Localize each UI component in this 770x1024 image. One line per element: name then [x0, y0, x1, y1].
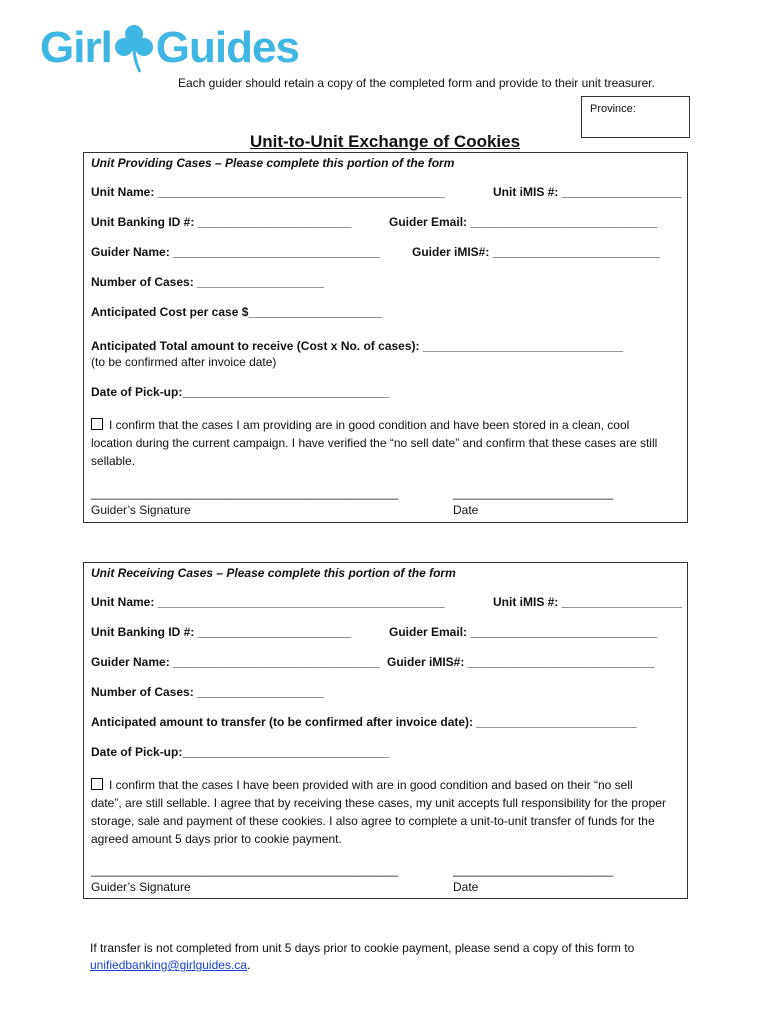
providing-confirm-text: I confirm that the cases I am providing are in good condition and have been stored in a clean, cool location during the current campaign. I have verified the “no sell date” and confirm that these cases are still sellable. [91, 418, 658, 468]
receiving-guider-email-field[interactable]: Guider Email: ____________________________ [389, 625, 658, 639]
trefoil-icon [114, 22, 154, 74]
providing-date-label: Date [453, 503, 479, 517]
providing-guider-name-field[interactable]: Guider Name: _______________________________ [91, 245, 380, 259]
providing-total-note: (to be confirmed after invoice date) [91, 355, 277, 369]
providing-signature-line[interactable]: ______________________________________________ [91, 486, 398, 500]
receiving-banking-id-field[interactable]: Unit Banking ID #: _______________________ [91, 625, 352, 639]
receiving-date-line[interactable]: ________________________ [453, 863, 614, 877]
providing-signature-label: Guider’s Signature [91, 503, 191, 517]
providing-pickup-date-field[interactable]: Date of Pick-up:_______________________________ [91, 385, 390, 399]
receiving-unit-imis-field[interactable]: Unit iMIS #: __________________ [493, 595, 682, 609]
providing-header: Unit Providing Cases – Please complete this portion of the form [91, 156, 455, 170]
providing-date-line[interactable]: ________________________ [453, 486, 614, 500]
receiving-date-label: Date [453, 880, 479, 894]
logo-word-guides: Guides [155, 23, 299, 72]
receiving-num-cases-field[interactable]: Number of Cases: ___________________ [91, 685, 324, 699]
receiving-signature-line[interactable]: ______________________________________________ [91, 863, 398, 877]
instruction-text: Each guider should retain a copy of the completed form and provide to their unit treasurer. [178, 76, 655, 90]
receiving-header: Unit Receiving Cases – Please complete this portion of the form [91, 566, 456, 580]
receiving-guider-name-field[interactable]: Guider Name: _______________________________ [91, 655, 380, 669]
footer-note [90, 940, 690, 974]
receiving-signature-label: Guider’s Signature [91, 880, 191, 894]
providing-confirm-checkbox[interactable] [91, 418, 103, 430]
providing-total-amount-field[interactable]: Anticipated Total amount to receive (Cost x No. of cases): ______________________________ [91, 339, 624, 353]
providing-guider-email-field[interactable]: Guider Email: ____________________________ [389, 215, 658, 229]
form-title: Unit-to-Unit Exchange of Cookies [249, 132, 521, 151]
footer-email-link[interactable]: unifiedbanking@girlguides.ca [90, 958, 247, 972]
providing-banking-id-field[interactable]: Unit Banking ID #: _______________________ [91, 215, 352, 229]
receiving-confirm-statement [91, 776, 666, 848]
providing-section [83, 152, 688, 523]
providing-guider-imis-field[interactable]: Guider iMIS#: _________________________ [412, 245, 660, 259]
receiving-confirm-checkbox[interactable] [91, 778, 103, 790]
receiving-pickup-date-field[interactable]: Date of Pick-up:_______________________________ [91, 745, 390, 759]
receiving-confirm-text: I confirm that the cases I have been provided with are in good condition and based on their “no sell date”, are still sellable. I agree that by receiving these cases, my unit accepts full responsibility for the proper storage, sale and payment of these cookies. I also agree to complete a unit-to-unit transfer of funds for the agreed amount 5 days prior to cookie payment. [91, 778, 666, 846]
providing-num-cases-field[interactable]: Number of Cases: ___________________ [91, 275, 324, 289]
providing-unit-imis-field[interactable]: Unit iMIS #: __________________ [493, 185, 682, 199]
providing-confirm-statement [91, 416, 666, 470]
providing-unit-name-field[interactable]: Unit Name: ___________________________________________ [91, 185, 445, 199]
footer-period: . [246, 958, 251, 972]
receiving-guider-imis-field[interactable]: Guider iMIS#: ____________________________ [387, 655, 655, 669]
logo-word-girl: Girl [40, 23, 112, 72]
province-label: Province: [590, 103, 636, 115]
receiving-section [83, 562, 688, 899]
providing-cost-per-case-field[interactable]: Anticipated Cost per case $____________________ [91, 305, 382, 319]
receiving-unit-name-field[interactable]: Unit Name: ___________________________________________ [91, 595, 445, 609]
receiving-transfer-amount-field[interactable]: Anticipated amount to transfer (to be confirmed after invoice date): ________________________ [91, 715, 637, 729]
footer-text: If transfer is not completed from unit 5 days prior to cookie payment, please send a copy of this form to [90, 941, 635, 955]
girl-guides-logo [40, 22, 299, 74]
